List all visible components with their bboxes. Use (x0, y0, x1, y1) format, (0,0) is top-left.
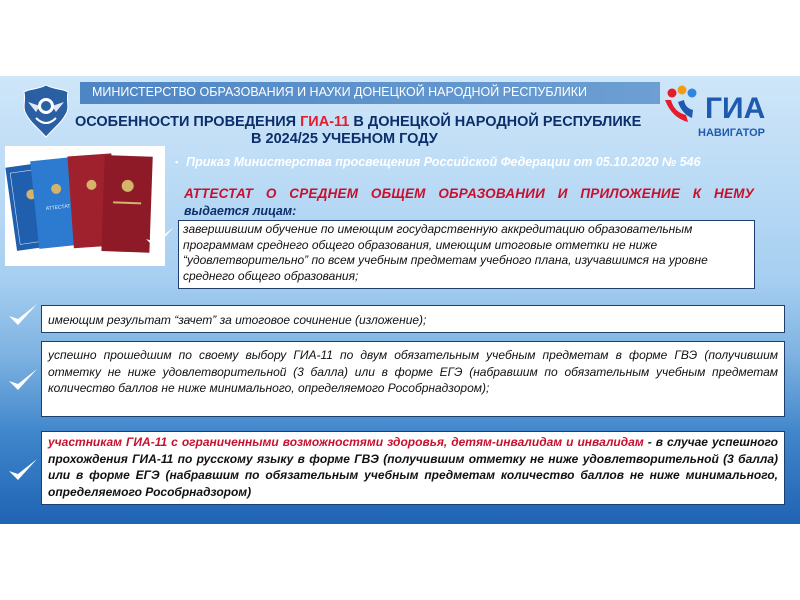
page-title: ОСОБЕННОСТИ ПРОВЕДЕНИЯ ГИА-11 В ДОНЕЦКОЙ НАРОДНОЙ РЕСПУБЛИКЕ (75, 114, 642, 130)
attestat-heading: АТТЕСТАТ О СРЕДНЕМ ОБЩЕМ ОБРАЗОВАНИИ И ПРИЛОЖЕНИЕ К НЕМУ (184, 186, 754, 201)
page-title-line2: В 2024/25 УЧЕБНОМ ГОДУ (251, 131, 438, 147)
slide (0, 76, 800, 524)
check-icon (6, 366, 40, 394)
logo-text: ГИА (705, 92, 766, 125)
ministry-name: МИНИСТЕРСТВО ОБРАЗОВАНИЯ И НАУКИ ДОНЕЦКОЙ НАРОДНОЙ РЕСПУБЛИКИ (92, 85, 587, 99)
check-icon (6, 301, 40, 329)
order-reference: • Приказ Министерства просвещения Российской Федерации от 05.10.2020 № 546 (175, 155, 701, 169)
ministry-emblem-icon (18, 82, 74, 140)
bullet-icon: • (175, 157, 179, 167)
check-icon (6, 456, 40, 484)
list-item: имеющим результат “зачет” за итоговое сочинение (изложение); (41, 305, 785, 333)
list-item: завершившим обучение по имеющим государственную аккредитацию образовательным программам среднего общего образования, имеющим итоговые отметки не ниже “удовлетворительно” по всем учебным предметам учебного плана, изучавшимся на уровне среднего общего образования; (178, 220, 755, 289)
list-item: успешно прошедшим по своему выбору ГИА-11 по двум обязательным учебным предметам в форме ГВЭ (получившим отметку не ниже удовлетворительной (3 балла) или в форме ЕГЭ (набравшим по обязательным учебным предметам количество баллов не ниже минимального, определяемого Рособрнадзором); (41, 341, 785, 417)
list-item-highlight: участникам ГИА-11 с ограниченными возможностями здоровья, детям-инвалидам и инвалидам (48, 435, 644, 449)
cover-label: АТТЕСТАТ (45, 203, 71, 213)
list-item: участникам ГИА-11 с ограниченными возможностями здоровья, детям-инвалидам и инвалидам - в случае успешного прохождения ГИА-11 по русскому языку в форме ГВЭ (получившим отметку не ниже удовлетворительной (3 балла) или в форме ЕГЭ (набравшим по обязательным учебным предметам количество баллов не ниже минимального, определяемого Рособрнадзором) (41, 431, 785, 505)
gia-navigator-logo (660, 80, 795, 144)
check-icon (143, 224, 177, 252)
logo-subtitle: НАВИГАТОР (698, 127, 766, 139)
certificate-books-image (5, 146, 165, 266)
attestat-subheading: выдается лицам: (184, 204, 297, 218)
title-accent: ГИА-11 (300, 114, 350, 130)
